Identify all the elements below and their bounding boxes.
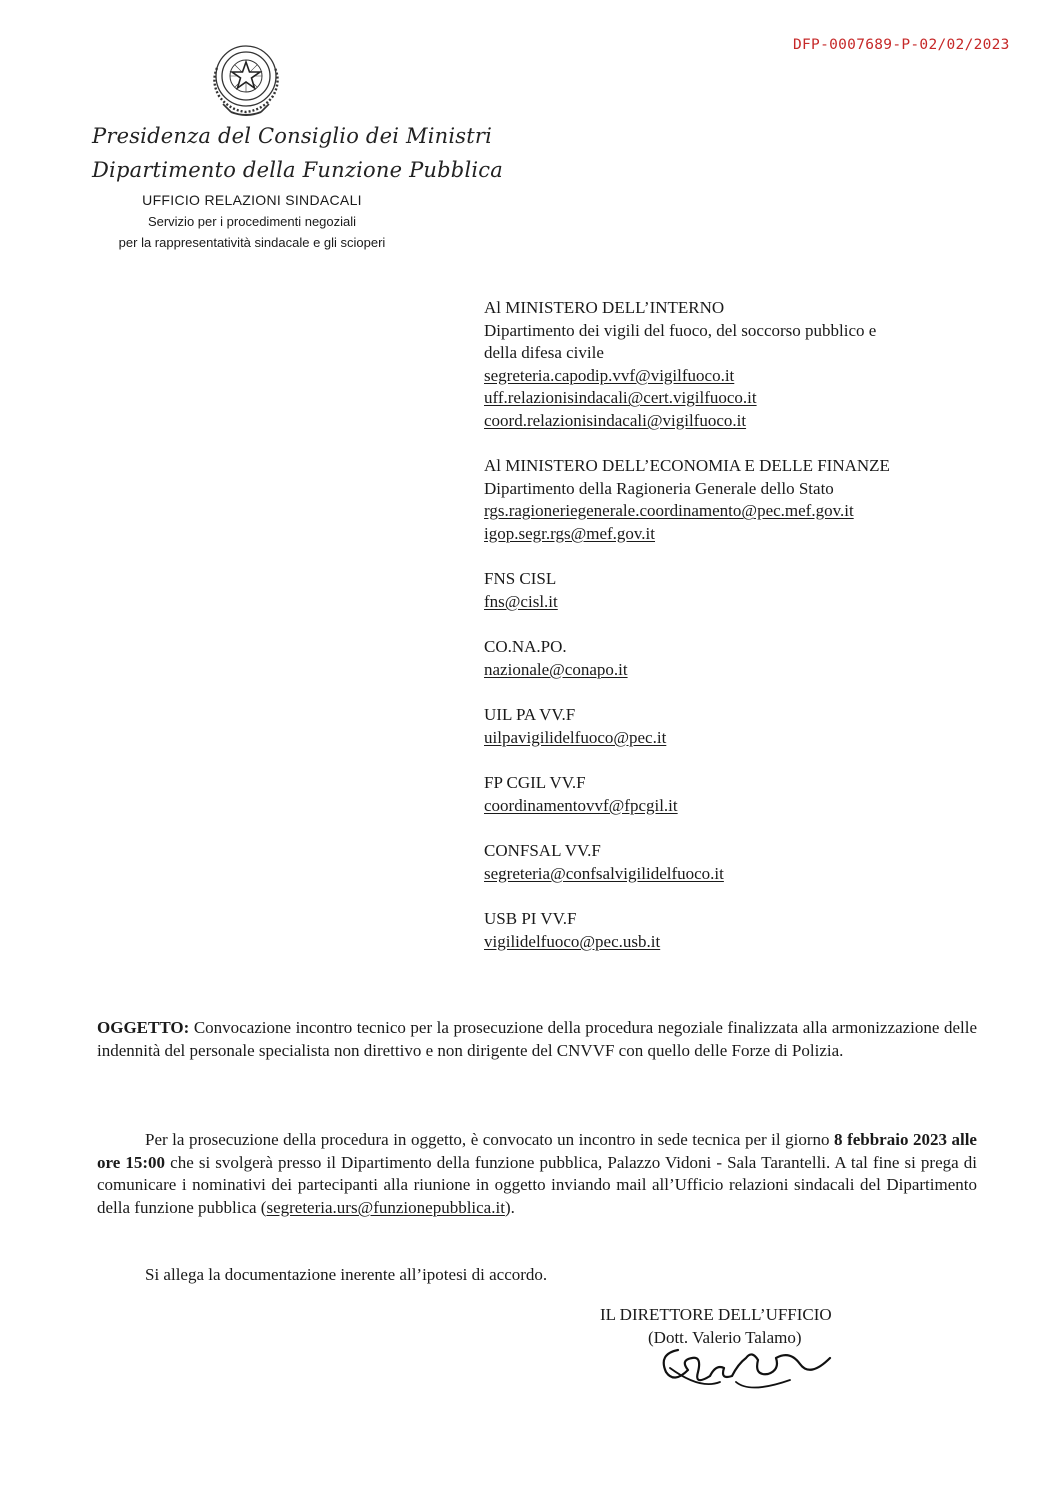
- recipients-list: [484, 297, 1024, 976]
- recipient-email-link[interactable]: coordinamentovvf@fpcgil.it: [484, 795, 678, 815]
- recipient-block: [484, 772, 1024, 817]
- recipient-email-link[interactable]: segreteria.capodip.vvf@vigilfuoco.it: [484, 365, 735, 385]
- recipient-name: FNS CISL: [484, 569, 557, 588]
- recipient-name: FP CGIL VV.F: [484, 773, 586, 792]
- subject-label: OGGETTO:: [97, 1018, 190, 1037]
- recipient-block: [484, 568, 1024, 613]
- recipient-block: [484, 908, 1024, 953]
- header-service-line1: Servizio per i procedimenti negoziali: [147, 214, 357, 229]
- republic-emblem-icon: [205, 38, 287, 120]
- recipient-email-link[interactable]: fns@cisl.it: [484, 591, 558, 611]
- recipient-email-link[interactable]: igop.segr.rgs@mef.gov.it: [484, 523, 656, 543]
- recipient-email-link[interactable]: rgs.ragioneriegenerale.coordinamento@pec.mef.gov.it: [484, 501, 854, 520]
- recipient-email-link[interactable]: nazionale@conapo.it: [484, 659, 628, 679]
- protocol-stamp: DFP-0007689-P-02/02/2023: [793, 37, 1010, 53]
- recipient-block: [484, 455, 1024, 545]
- recipient-block: [484, 297, 1024, 432]
- recipient-block: [484, 704, 1024, 749]
- subject-text: Convocazione incontro tecnico per la prosecuzione della procedura negoziale finalizzata alla armonizzazione delle indennità del personale specialista non direttivo e non dirigente del CNVVF con quello delle Forze di Polizia.: [97, 1018, 978, 1060]
- recipient-email-link[interactable]: vigilidelfuoco@pec.usb.it: [484, 931, 661, 951]
- body-paragraph-2: Si allega la documentazione inerente all’ipotesi di accordo.: [145, 1265, 548, 1284]
- handwritten-signature-icon: [640, 1320, 840, 1420]
- recipient-name: Al MINISTERO DELL’INTERNO: [484, 298, 725, 317]
- recipient-email-link[interactable]: uff.relazionisindacali@cert.vigilfuoco.it: [484, 388, 757, 407]
- signatory-title: IL DIRETTORE DELL’UFFICIO: [600, 1305, 832, 1324]
- body-text-2: che si svolgerà presso il Dipartimento della funzione pubblica, Palazzo Vidoni - Sala Tarantelli. A tal fine si prega di comunicare i nominativi dei partecipanti alla riunione in oggetto inviando mail all’Ufficio relazioni sindacali del Dipartimento della funzione pubblica (: [97, 1152, 977, 1217]
- header-service-line2: per la rappresentatività sindacale e gli scioperi: [118, 235, 386, 250]
- header-presidency: Presidenza del Consiglio dei Ministri: [92, 124, 493, 148]
- recipient-name: CO.NA.PO.: [484, 637, 567, 656]
- recipient-name: CONFSAL VV.F: [484, 841, 601, 860]
- signatory-name: (Dott. Valerio Talamo): [648, 1328, 802, 1347]
- recipient-email-link[interactable]: uilpavigilidelfuoco@pec.it: [484, 727, 667, 747]
- header-department: Dipartimento della Funzione Pubblica: [92, 158, 503, 182]
- contact-email-link[interactable]: segreteria.urs@funzionepubblica.it: [266, 1197, 505, 1217]
- recipient-name: Al MINISTERO DELL’ECONOMIA E DELLE FINANZE: [484, 456, 890, 475]
- recipient-email-link[interactable]: coord.relazionisindacali@vigilfuoco.it: [484, 410, 747, 430]
- recipient-detail: Dipartimento della Ragioneria Generale dello Stato: [484, 478, 834, 498]
- recipient-name: UIL PA VV.F: [484, 705, 576, 724]
- subject-paragraph: [97, 1017, 977, 1062]
- recipient-name: USB PI VV.F: [484, 909, 577, 928]
- body-paragraph-1: [97, 1129, 977, 1219]
- recipient-block: [484, 840, 1024, 885]
- body-text-end: ).: [504, 1197, 515, 1217]
- recipient-block: [484, 636, 1024, 681]
- header-office: UFFICIO RELAZIONI SINDACALI: [142, 192, 362, 208]
- meeting-date: 8 febbraio 2023 alle ore 15:00: [97, 1130, 977, 1172]
- recipient-detail: della difesa civile: [484, 343, 604, 362]
- recipient-email-link[interactable]: segreteria@confsalvigilidelfuoco.it: [484, 863, 724, 883]
- body-text-1: Per la prosecuzione della procedura in oggetto, è convocato un incontro in sede tecnica per il giorno: [145, 1130, 835, 1149]
- recipient-detail: Dipartimento dei vigili del fuoco, del soccorso pubblico e: [484, 320, 877, 340]
